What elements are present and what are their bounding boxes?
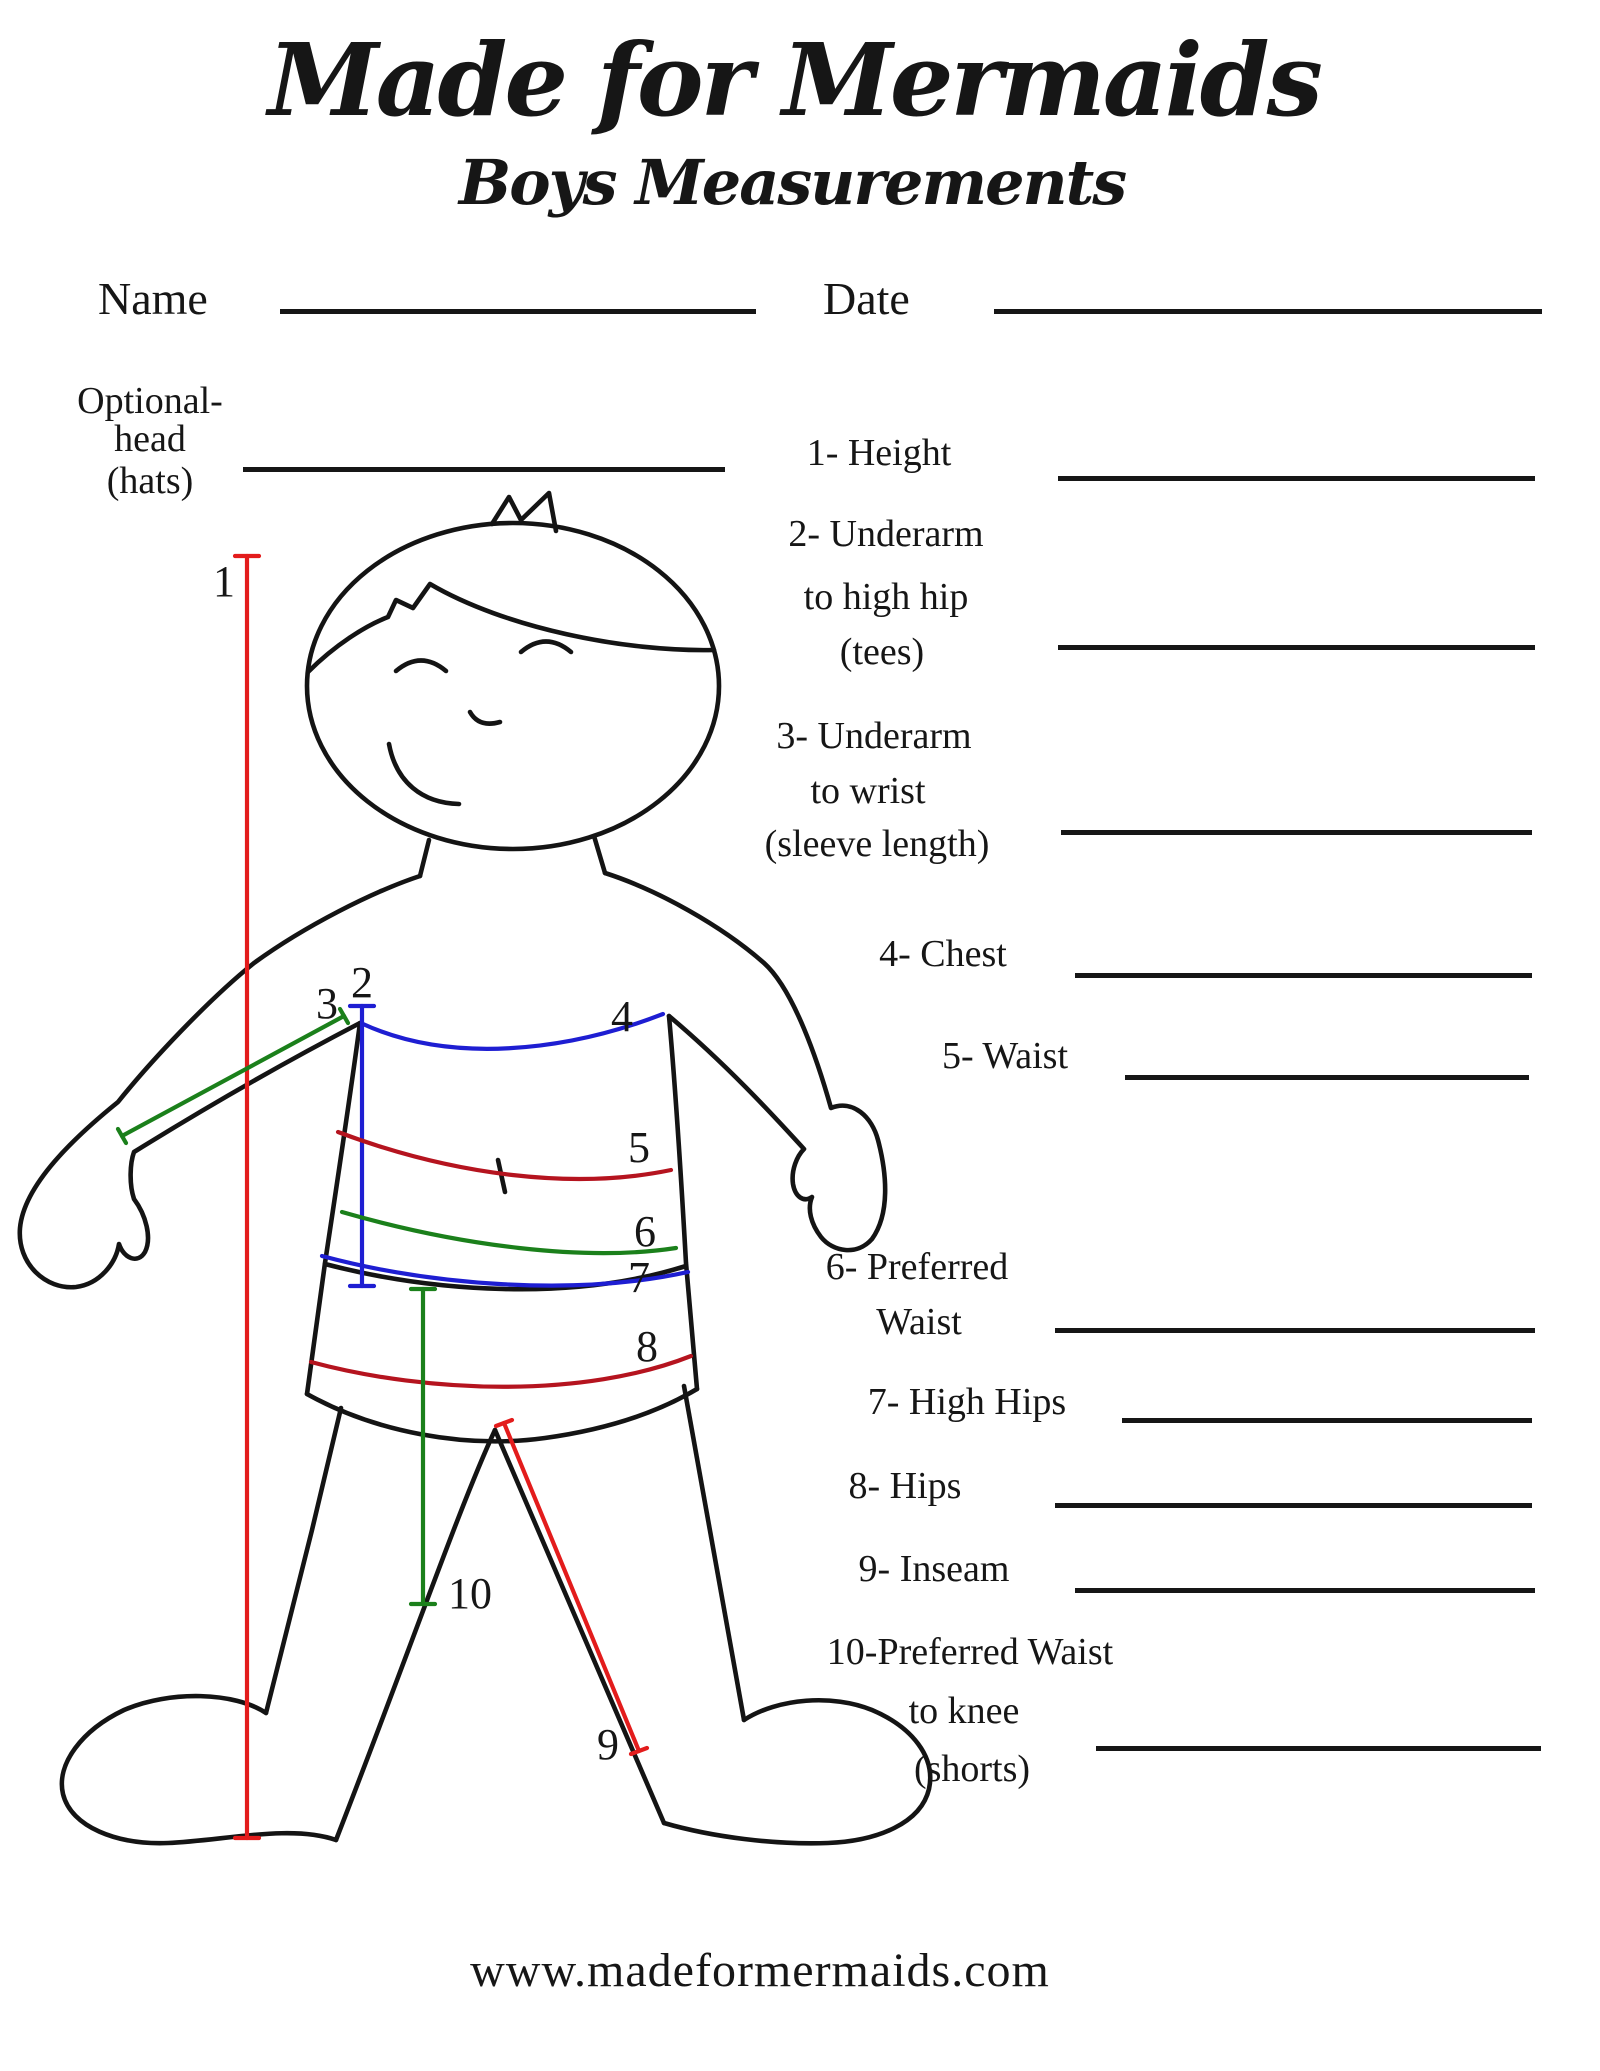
label-7-high-hips: 7- High Hips [867, 1381, 1067, 1423]
measure-line-1-height [235, 556, 259, 1838]
measure-line-10-waist-knee [411, 1289, 435, 1604]
name-label: Name [98, 273, 208, 324]
figure-marker-1: 1 [213, 557, 235, 606]
fill-line-1 [1058, 476, 1535, 481]
page-title: Made for Mermaids [268, 21, 1320, 139]
measure-line-8-hips [311, 1356, 691, 1387]
label-1-height: 1- Height [806, 432, 952, 474]
label-5-waist: 5- Waist [941, 1035, 1069, 1077]
fill-line-10 [1096, 1746, 1541, 1751]
fill-line-6 [1055, 1328, 1535, 1333]
figure-marker-10: 10 [448, 1569, 492, 1618]
label-2-underarm: 2- Underarm [788, 513, 984, 555]
measure-line-2-underarm-high-hip [350, 1006, 374, 1286]
optional-head-fill-line [243, 467, 725, 472]
figure-marker-7: 7 [628, 1253, 650, 1302]
label-4-chest: 4- Chest [879, 933, 1007, 975]
label-10-waist-knee: 10-Preferred Waist [826, 1631, 1114, 1673]
figure-marker-5: 5 [628, 1123, 650, 1172]
figure-marker-3: 3 [316, 979, 338, 1028]
label-10-waist-knee: to knee [908, 1690, 1020, 1732]
footer-url: www.madeformermaids.com [470, 1944, 1050, 1997]
label-6-preferred-waist: Waist [876, 1301, 962, 1343]
name-fill-line [280, 309, 756, 314]
fill-line-4 [1075, 973, 1532, 978]
label-2-underarm: (tees) [839, 631, 925, 673]
date-label: Date [823, 273, 910, 324]
fill-line-5 [1125, 1075, 1529, 1080]
fill-line-7 [1122, 1418, 1532, 1423]
date-fill-line [994, 309, 1542, 314]
optional-head-label: (hats) [106, 460, 194, 502]
fill-line-3 [1061, 830, 1532, 835]
label-6-preferred-waist: 6- Preferred [825, 1246, 1009, 1288]
label-2-underarm: to high hip [803, 576, 969, 618]
label-3-underarm: to wrist [810, 770, 926, 812]
fill-line-2 [1058, 645, 1535, 650]
figure-marker-8: 8 [636, 1322, 658, 1371]
label-3-underarm: 3- Underarm [776, 715, 972, 757]
measure-line-6-preferred-waist [342, 1207, 676, 1256]
figure-marker-4: 4 [611, 992, 633, 1041]
optional-head-label: head [114, 418, 186, 460]
label-10-waist-knee: (shorts) [913, 1748, 1031, 1790]
label-9-inseam: 9- Inseam [858, 1548, 1010, 1590]
optional-head-label: Optional- [77, 380, 223, 422]
measure-line-9-inseam [496, 1420, 647, 1754]
label-3-underarm: (sleeve length) [764, 823, 990, 865]
label-8-hips: 8- Hips [848, 1465, 962, 1507]
fill-line-9 [1075, 1588, 1535, 1593]
fill-line-8 [1055, 1503, 1532, 1508]
figure-marker-9: 9 [597, 1720, 619, 1769]
measure-line-5-waist [338, 1132, 671, 1179]
figure-marker-2: 2 [351, 958, 373, 1007]
measure-line-3-underarm-wrist [118, 1009, 348, 1143]
page-subtitle: Boys Measurements [458, 146, 1126, 219]
figure-marker-6: 6 [634, 1207, 656, 1256]
